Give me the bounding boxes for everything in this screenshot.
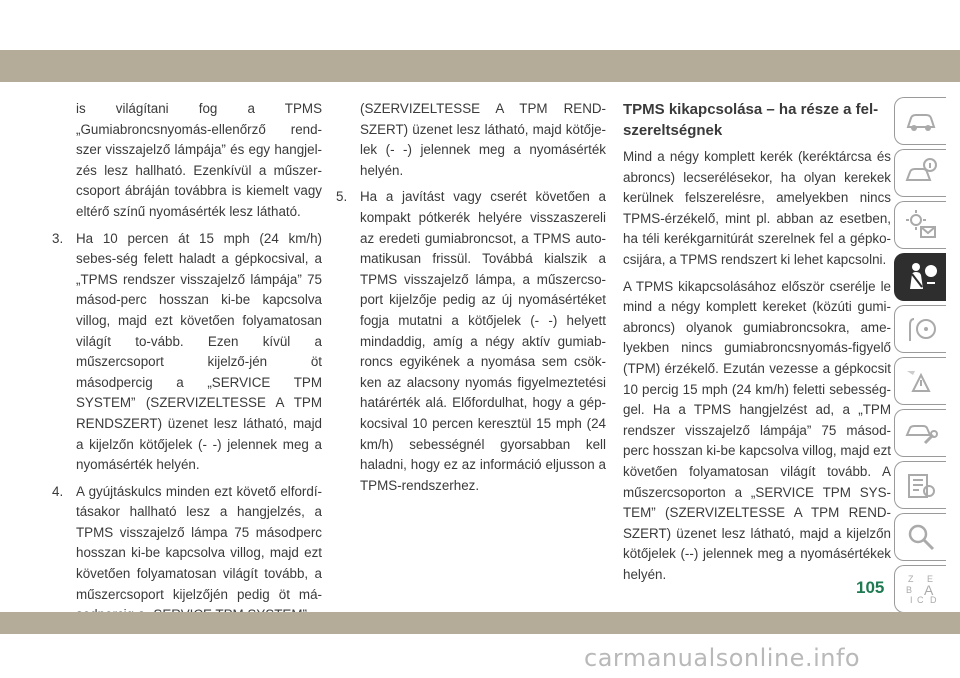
list-number: 5. [336,189,348,205]
index-letter: E [926,574,933,584]
car-info-icon [903,155,939,191]
index-letter: D [929,595,936,605]
search-icon [903,519,939,555]
list-number: 4. [52,483,64,499]
index-letter: B [905,585,912,595]
tab-index[interactable] [894,565,946,613]
column-right [623,99,891,591]
list-text: Ha 10 percen át 15 mph (24 km/h) sebes-ség felett haladt a gépkocsival, a „TPMS rendszer visszajelző lámpája” 75 másod-perc hosszan ki-be kapcsolva villog, majd ezt követően folyamatosan világít to-vább. Ezen kívül a műszercsoport kijelző-jén öt másodpercig a „SERVICE TPM SYSTEM” (SZERVIZELTESSE A TPM RENDSZERT) üzenet lesz látható, majd a kijelzőn kötőjelek (- -) jelennek meg a nyomásérték helyén. [76,230,322,473]
index-letter: C [916,595,923,605]
tab-driving[interactable] [894,305,946,353]
tab-info[interactable] [894,149,946,197]
index-letter: I [909,595,913,605]
watermark: carmanualsonline.info [584,644,861,672]
continued-paragraph: (SZERVIZELTESSE A TPM REND-SZERT) üzenet lesz látható, majd kötője-lek (- -) jelennek meg a nyomásérték helyén. [360,101,606,178]
list-item-3 [52,229,322,482]
list-text: Ha a javítást vagy cserét követően a kompakt pótkerék helyére visszaszereli az eredeti gumiabroncsot, a TPMS auto-matikusan frissül. Továbbá kialszik a TPMS visszajelző lámpa, a műszercso-port kijelzője pedig az új nyomásértéket fogja mutatni a kötőjelek (- -) helyett mindaddig, amíg a négy aktív gumiab-roncs egyikének a nyomása sem csök-ken az alacsony nyomás figyelmeztetési határérték alá. Előfordulhat, hogy a gép-kocsival 10 percen keresztül 15 mph (24 km/h) sebességnél gyorsabban kell haladni, hogy ez az információ eljusson a TPMS-rendszerhez. [360,189,606,493]
specifications-icon [903,467,939,503]
car-icon [903,103,939,139]
tab-maintenance[interactable] [894,409,946,457]
tab-signals[interactable] [894,201,946,249]
intro-paragraph: is világítani fog a TPMS „Gumiabroncsnyomás-ellenőrző rend-szer visszajelző lámpája” és egy hangjel-zés lesz hallható. Ezenkívül a műszer-csoport ábráján továbbra is kiemelt vagy eltérő színű nyomásérték lesz látható. [76,101,322,219]
top-margin [0,0,960,24]
tab-search[interactable] [894,513,946,561]
section-heading: TPMS kikapcsolása – ha része a fel-szereltségnek [623,101,879,139]
seatbelt-airbag-icon [903,259,939,295]
car-service-icon [903,415,939,451]
tab-specs[interactable] [894,461,946,509]
list-text: A gyújtáskulcs minden ezt követő elfordí-tásakor hallható lesz a hangjelzés, a TPMS visszajelző lámpa 75 másodperc hosszan ki-be kapcsolva villog, majd ezt követően folyamatosan világít tovább, a műszercsoport kijelzőjén pedig öt má- [76,483,322,602]
index-letter: A [923,582,933,598]
header-bar [0,50,960,82]
alphabet-index-icon [903,571,939,607]
list-item-5 [336,187,606,502]
steering-wheel-icon [903,311,939,347]
footer-bar [0,612,960,634]
chapter-tabs [894,97,946,617]
warning-triangle-icon [903,363,939,399]
column-middle [336,99,606,502]
column-left [52,99,322,632]
page-number: 105 [856,578,885,597]
body-paragraph-2: A TPMS kikapcsolásához először cserélje le mind a négy komplett kereket (közúti gumi-abroncs) olyanok gumiabroncsokra, ame-lyekben nincs gumiabroncsnyomás-figyelő (TPM) érzékelő. Ezután vezesse a gépkocsit 10 percig 15 mph (24 km/h) feletti sebesség-gel. Ha a TPMS hangjelzést ad, a „TPM rendszer visszajelző lámpája” 75 másod-perc hosszan ki-be kapcsolva villog, majd ezt követően folyamatosan világít tovább. A műszercsoporton a „SERVICE TPM SYS-TEM” (SZERVIZELTESSE A TPM REND-SZERT) üzenet lesz látható, majd a kijelzőn kötőjelek (--) jelennek meg a nyomásértékek helyén. [623,278,891,582]
list-number: 3. [52,230,64,246]
body-paragraph-1: Mind a négy komplett kerék (keréktárcsa és abroncs) lecserélésekor, ha olyan kerekek kerülnek felszerelésre, amelyekben nincs TPMS-érzékelő, mint pl. abban az esetben, ha téli kerékgarnitúrát szerelnek fel a gépko-csijára, a TPMS rendszert ki lehet kapcsolni. [623,149,891,267]
warning-lights-icon [903,207,939,243]
tab-emergency[interactable] [894,357,946,405]
index-letter: Z [907,574,913,584]
tab-safety[interactable] [894,253,946,301]
tab-vehicle[interactable] [894,97,946,145]
list-item-4 [52,482,322,632]
